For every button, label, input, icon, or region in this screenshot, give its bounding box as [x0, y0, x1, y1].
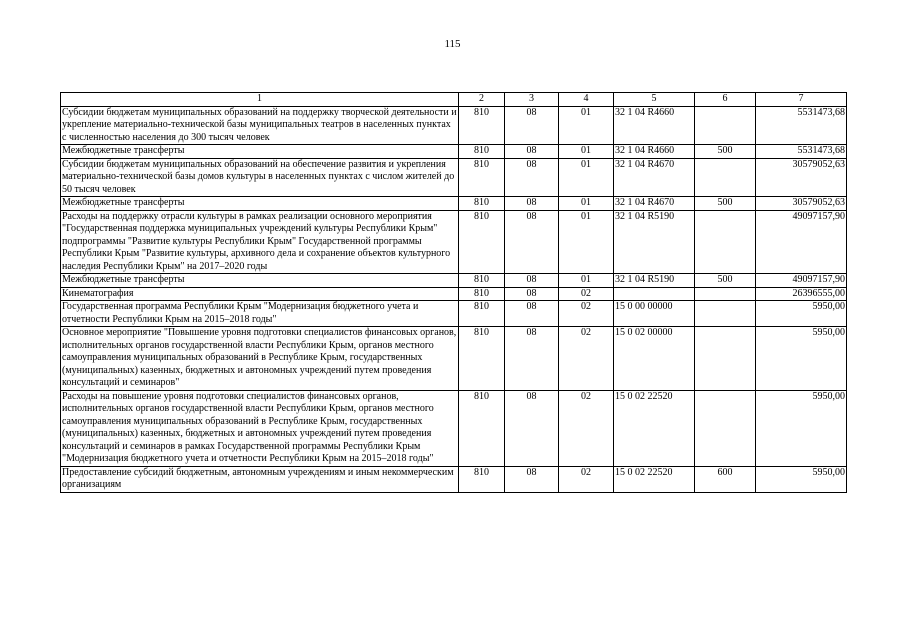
table-row — [61, 287, 847, 301]
table-row — [61, 210, 847, 274]
row-subsection: 02 — [559, 466, 614, 492]
row-section: 08 — [505, 106, 559, 145]
table-row — [61, 466, 847, 492]
row-section: 08 — [505, 158, 559, 197]
row-name: Межбюджетные трансферты — [61, 197, 459, 211]
header-cell-4: 4 — [559, 93, 614, 107]
row-subsection: 01 — [559, 145, 614, 159]
row-expense-type — [695, 106, 756, 145]
row-amount: 5531473,68 — [756, 106, 847, 145]
row-ministry-code: 810 — [459, 197, 505, 211]
row-ministry-code: 810 — [459, 466, 505, 492]
budget-table — [60, 92, 847, 493]
row-name: Основное мероприятие "Повышение уровня подготовки специалистов финансовых органов, исполнительных органов государственной власти Республики Крым, органов местного самоуправления муниципальных образований в Республике Крым, государственных (муниципальных) казенных, бюджетных и автономных учреждений путем проведения консультаций и семинаров" — [61, 327, 459, 391]
row-section: 08 — [505, 274, 559, 288]
row-target-article: 15 0 00 00000 — [614, 301, 695, 327]
row-subsection: 01 — [559, 158, 614, 197]
row-expense-type: 500 — [695, 274, 756, 288]
table-row — [61, 301, 847, 327]
row-amount: 5531473,68 — [756, 145, 847, 159]
table-row — [61, 274, 847, 288]
row-target-article: 32 1 04 R5190 — [614, 274, 695, 288]
table-row — [61, 197, 847, 211]
row-section: 08 — [505, 327, 559, 391]
header-row — [61, 93, 847, 107]
row-target-article: 32 1 04 R4660 — [614, 145, 695, 159]
table-row — [61, 390, 847, 466]
table-row — [61, 327, 847, 391]
row-name: Межбюджетные трансферты — [61, 274, 459, 288]
row-section: 08 — [505, 466, 559, 492]
row-ministry-code: 810 — [459, 390, 505, 466]
row-subsection: 01 — [559, 210, 614, 274]
header-cell-3: 3 — [505, 93, 559, 107]
row-expense-type: 500 — [695, 145, 756, 159]
row-subsection: 02 — [559, 287, 614, 301]
row-target-article: 32 1 04 R4670 — [614, 197, 695, 211]
row-section: 08 — [505, 287, 559, 301]
row-target-article: 15 0 02 00000 — [614, 327, 695, 391]
row-section: 08 — [505, 301, 559, 327]
row-amount: 26396555,00 — [756, 287, 847, 301]
row-expense-type — [695, 158, 756, 197]
row-name: Предоставление субсидий бюджетным, автономным учреждениям и иным некоммерческим организациям — [61, 466, 459, 492]
row-ministry-code: 810 — [459, 301, 505, 327]
row-amount: 49097157,90 — [756, 210, 847, 274]
header-cell-1: 1 — [61, 93, 459, 107]
row-subsection: 01 — [559, 197, 614, 211]
header-cell-2: 2 — [459, 93, 505, 107]
table-row — [61, 145, 847, 159]
row-expense-type: 600 — [695, 466, 756, 492]
row-section: 08 — [505, 145, 559, 159]
row-name: Субсидии бюджетам муниципальных образований на обеспечение развития и укрепления материально-технической базы домов культуры в населенных пунктах с числом жителей до 50 тысяч человек — [61, 158, 459, 197]
row-target-article — [614, 287, 695, 301]
row-subsection: 02 — [559, 390, 614, 466]
row-amount: 5950,00 — [756, 390, 847, 466]
row-expense-type — [695, 301, 756, 327]
row-amount: 5950,00 — [756, 301, 847, 327]
row-expense-type — [695, 390, 756, 466]
row-name: Государственная программа Республики Крым "Модернизация бюджетного учета и отчетности Республики Крым на 2015–2018 годы" — [61, 301, 459, 327]
header-cell-5: 5 — [614, 93, 695, 107]
row-expense-type — [695, 287, 756, 301]
header-cell-7: 7 — [756, 93, 847, 107]
row-ministry-code: 810 — [459, 274, 505, 288]
row-subsection: 01 — [559, 274, 614, 288]
row-target-article: 15 0 02 22520 — [614, 390, 695, 466]
row-ministry-code: 810 — [459, 210, 505, 274]
row-expense-type: 500 — [695, 197, 756, 211]
row-section: 08 — [505, 390, 559, 466]
row-section: 08 — [505, 210, 559, 274]
row-name: Расходы на повышение уровня подготовки специалистов финансовых органов, исполнительных органов государственной власти Республики Крым, органов местного самоуправления муниципальных образований в Республике Крым, государственных (муниципальных) казенных, бюджетных и автономных учреждений путем проведения консультаций и семинаров в рамках Государственной программы Республики Крым "Модернизация бюджетного учета и отчетности Республики Крым на 2015–2018 годы" — [61, 390, 459, 466]
row-ministry-code: 810 — [459, 106, 505, 145]
row-name: Расходы на поддержку отрасли культуры в рамках реализации основного мероприятия "Государственная поддержка муниципальных учреждений культуры Республики Крым" подпрограммы "Развитие культуры Республики Крым" Государственной программы Республики Крым "Развитие культуры, архивного дела и сохранение объектов культурного наследия Республики Крым" на 2017–2020 годы — [61, 210, 459, 274]
row-target-article: 32 1 04 R4660 — [614, 106, 695, 145]
row-subsection: 02 — [559, 301, 614, 327]
row-target-article: 32 1 04 R4670 — [614, 158, 695, 197]
row-subsection: 01 — [559, 106, 614, 145]
page-number: 115 — [444, 38, 461, 50]
row-name: Кинематография — [61, 287, 459, 301]
header-cell-6: 6 — [695, 93, 756, 107]
row-ministry-code: 810 — [459, 145, 505, 159]
row-amount: 49097157,90 — [756, 274, 847, 288]
row-name: Межбюджетные трансферты — [61, 145, 459, 159]
row-target-article: 15 0 02 22520 — [614, 466, 695, 492]
row-section: 08 — [505, 197, 559, 211]
row-ministry-code: 810 — [459, 287, 505, 301]
row-target-article: 32 1 04 R5190 — [614, 210, 695, 274]
row-amount: 5950,00 — [756, 327, 847, 391]
row-amount: 30579052,63 — [756, 197, 847, 211]
row-subsection: 02 — [559, 327, 614, 391]
row-ministry-code: 810 — [459, 327, 505, 391]
row-amount: 30579052,63 — [756, 158, 847, 197]
row-name: Субсидии бюджетам муниципальных образований на поддержку творческой деятельности и укрепление материально-технической базы муниципальных театров в населенных пунктах с численностью населения до 300 тысяч человек — [62, 106, 457, 143]
row-expense-type — [695, 327, 756, 391]
table-row — [61, 106, 847, 145]
table-row — [61, 158, 847, 197]
row-expense-type — [695, 210, 756, 274]
row-ministry-code: 810 — [459, 158, 505, 197]
row-amount: 5950,00 — [756, 466, 847, 492]
